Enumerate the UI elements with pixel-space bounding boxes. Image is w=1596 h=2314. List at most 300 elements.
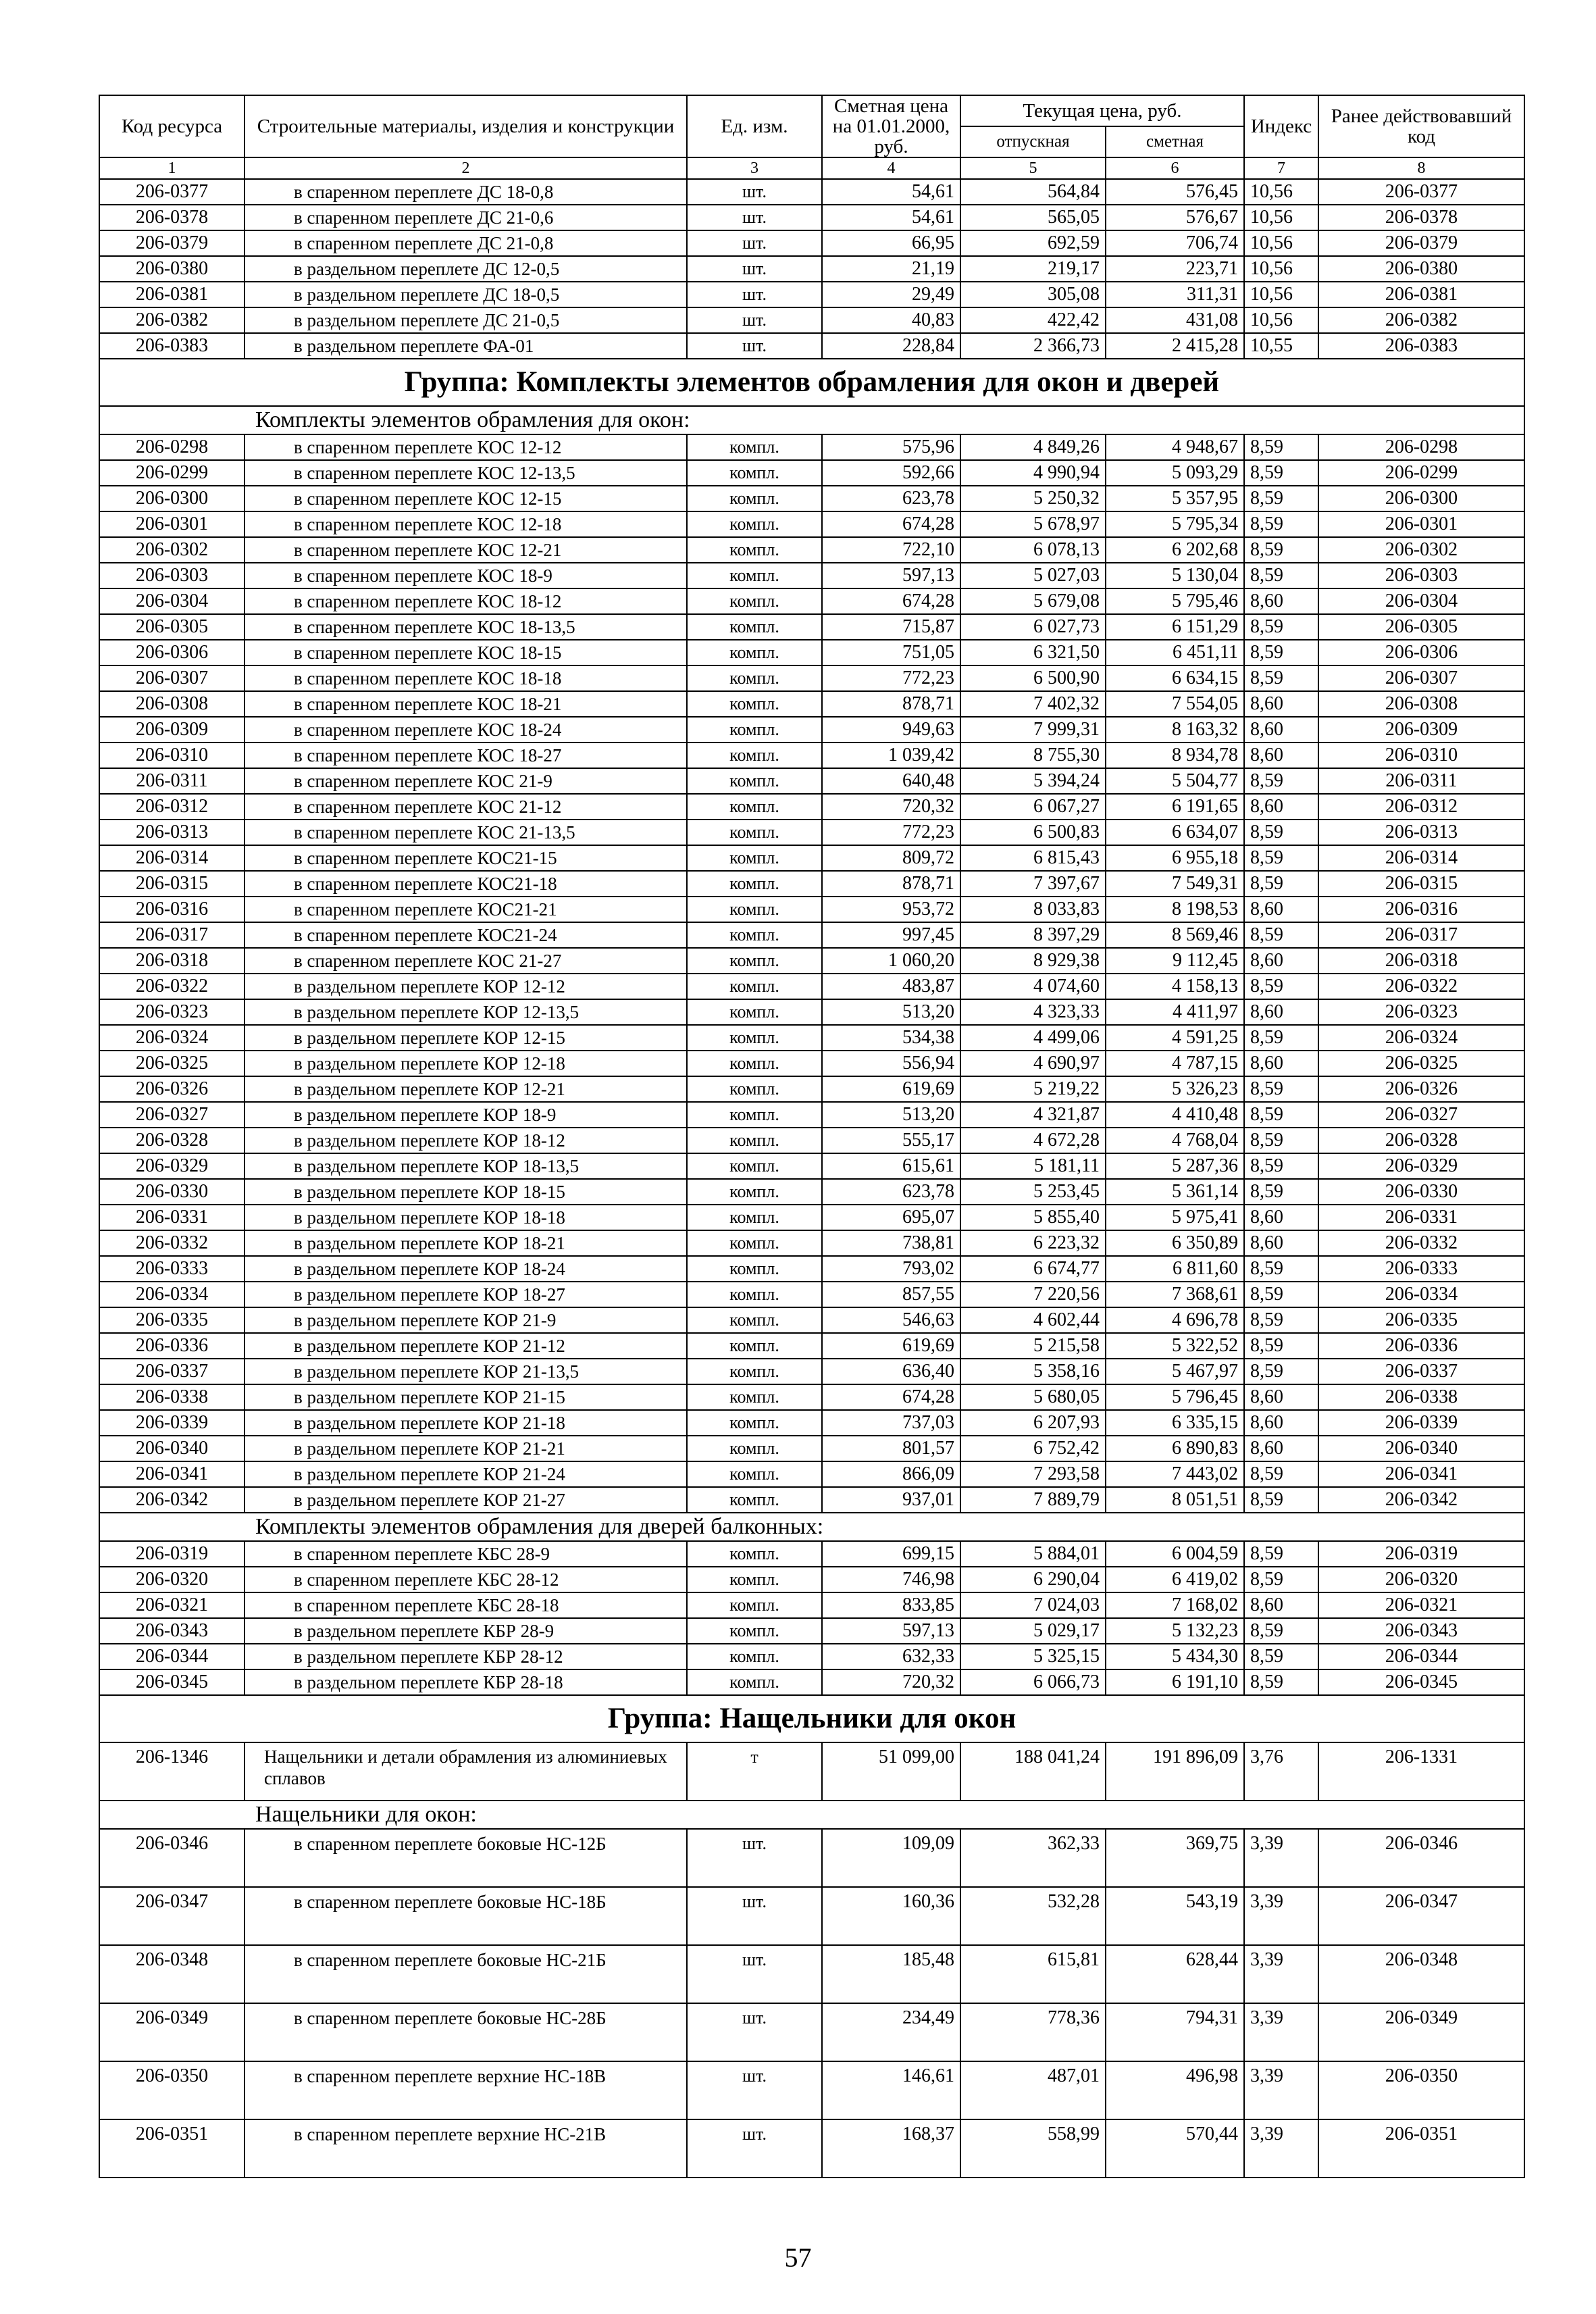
material-name: в спаренном переплете боковые НС-28Б	[244, 2003, 687, 2061]
estimate-price: 431,08	[1106, 307, 1244, 333]
material-name: в раздельном переплете КОР 21-21	[244, 1436, 687, 1461]
release-price: 4 499,06	[960, 1025, 1106, 1051]
table-row	[99, 743, 1524, 768]
release-price: 8 755,30	[960, 743, 1106, 768]
resource-code: 206-0313	[99, 820, 244, 845]
unit: шт.	[687, 2061, 822, 2119]
column-number: 5	[960, 157, 1106, 179]
material-name: в раздельном переплете КОР 18-15	[244, 1179, 687, 1205]
table-row	[99, 768, 1524, 794]
unit: шт.	[687, 282, 822, 307]
resource-code: 206-0383	[99, 333, 244, 359]
price-index: 8,60	[1244, 1592, 1318, 1618]
estimate-price: 4 948,67	[1106, 434, 1244, 460]
table-row	[99, 486, 1524, 511]
release-price: 5 253,45	[960, 1179, 1106, 1205]
unit: компл.	[687, 614, 822, 640]
unit: компл.	[687, 486, 822, 511]
table-row	[99, 1618, 1524, 1644]
estimate-price: 543,19	[1106, 1887, 1244, 1945]
table-row	[99, 434, 1524, 460]
table-row	[99, 1567, 1524, 1592]
resource-code: 206-0304	[99, 588, 244, 614]
base-price: 546,63	[822, 1307, 960, 1333]
estimate-price: 4 158,13	[1106, 974, 1244, 999]
material-name: в раздельном переплете КБР 28-18	[244, 1669, 687, 1695]
unit: шт.	[687, 230, 822, 256]
base-price: 513,20	[822, 1102, 960, 1128]
previous-code: 206-0307	[1318, 665, 1524, 691]
base-price: 715,87	[822, 614, 960, 640]
estimate-price: 5 287,36	[1106, 1153, 1244, 1179]
table-row	[99, 179, 1524, 205]
table-row	[99, 717, 1524, 743]
subgroup-heading-row	[99, 406, 1524, 434]
estimate-price: 628,44	[1106, 1945, 1244, 2003]
material-name: в раздельном переплете КОР 21-27	[244, 1487, 687, 1513]
material-name: в спаренном переплете КОС 12-15	[244, 486, 687, 511]
estimate-price: 6 811,60	[1106, 1256, 1244, 1282]
table-row	[99, 1436, 1524, 1461]
release-price: 2 366,73	[960, 333, 1106, 359]
release-price: 5 678,97	[960, 511, 1106, 537]
material-name: в спаренном переплете КОС 18-15	[244, 640, 687, 665]
previous-code: 206-0308	[1318, 691, 1524, 717]
previous-code: 206-0338	[1318, 1384, 1524, 1410]
table-row	[99, 1230, 1524, 1256]
base-price: 695,07	[822, 1205, 960, 1230]
resource-code: 206-0337	[99, 1359, 244, 1384]
material-name: в спаренном переплете КОС 21-13,5	[244, 820, 687, 845]
resource-code: 206-0382	[99, 307, 244, 333]
base-price: 29,49	[822, 282, 960, 307]
unit: шт.	[687, 2119, 822, 2178]
release-price: 422,42	[960, 307, 1106, 333]
previous-code: 206-0327	[1318, 1102, 1524, 1128]
table-row	[99, 999, 1524, 1025]
base-price: 160,36	[822, 1887, 960, 1945]
table-row	[99, 2061, 1524, 2119]
release-price: 4 074,60	[960, 974, 1106, 999]
table-row	[99, 665, 1524, 691]
previous-code: 206-0326	[1318, 1076, 1524, 1102]
estimate-price: 5 795,34	[1106, 511, 1244, 537]
price-index: 8,59	[1244, 1669, 1318, 1695]
material-name: в спаренном переплете КОС 21-12	[244, 794, 687, 820]
price-index: 8,59	[1244, 537, 1318, 563]
previous-code: 206-0333	[1318, 1256, 1524, 1282]
table-row	[99, 460, 1524, 486]
material-name: в раздельном переплете КОР 18-12	[244, 1128, 687, 1153]
base-price: 21,19	[822, 256, 960, 282]
release-price: 7 999,31	[960, 717, 1106, 743]
release-price: 6 674,77	[960, 1256, 1106, 1282]
previous-code: 206-0306	[1318, 640, 1524, 665]
price-index: 8,59	[1244, 460, 1318, 486]
estimate-price: 6 634,07	[1106, 820, 1244, 845]
table-row	[99, 2119, 1524, 2178]
unit: компл.	[687, 820, 822, 845]
unit: компл.	[687, 1567, 822, 1592]
base-price: 772,23	[822, 820, 960, 845]
estimate-price: 9 112,45	[1106, 948, 1244, 974]
resource-code: 206-0335	[99, 1307, 244, 1333]
release-price: 6 067,27	[960, 794, 1106, 820]
estimate-price: 5 467,97	[1106, 1359, 1244, 1384]
base-price: 801,57	[822, 1436, 960, 1461]
price-index: 8,59	[1244, 640, 1318, 665]
price-index: 8,60	[1244, 1384, 1318, 1410]
price-index: 3,39	[1244, 1945, 1318, 2003]
table-row	[99, 691, 1524, 717]
base-price: 793,02	[822, 1256, 960, 1282]
base-price: 772,23	[822, 665, 960, 691]
estimate-price: 223,71	[1106, 256, 1244, 282]
material-name: в раздельном переплете КБР 28-9	[244, 1618, 687, 1644]
table-row	[99, 511, 1524, 537]
table-row	[99, 1025, 1524, 1051]
estimate-price: 4 591,25	[1106, 1025, 1244, 1051]
header-estimate-price: сметная	[1106, 126, 1244, 157]
previous-code: 206-0331	[1318, 1205, 1524, 1230]
base-price: 949,63	[822, 717, 960, 743]
material-name: в раздельном переплете ДС 12-0,5	[244, 256, 687, 282]
resource-code: 206-0350	[99, 2061, 244, 2119]
previous-code: 206-0300	[1318, 486, 1524, 511]
previous-code: 206-0319	[1318, 1541, 1524, 1567]
material-name: в раздельном переплете КОР 21-12	[244, 1333, 687, 1359]
price-index: 8,60	[1244, 588, 1318, 614]
base-price: 720,32	[822, 1669, 960, 1695]
price-index: 8,60	[1244, 1436, 1318, 1461]
resource-code: 206-0318	[99, 948, 244, 974]
material-name: в спаренном переплете КОС21-24	[244, 922, 687, 948]
estimate-price: 8 198,53	[1106, 897, 1244, 922]
price-index: 8,59	[1244, 1282, 1318, 1307]
base-price: 619,69	[822, 1076, 960, 1102]
release-price: 8 929,38	[960, 948, 1106, 974]
release-price: 565,05	[960, 205, 1106, 230]
table-row	[99, 1945, 1524, 2003]
base-price: 597,13	[822, 1618, 960, 1644]
table-row	[99, 1644, 1524, 1669]
unit: компл.	[687, 1410, 822, 1436]
table-row	[99, 230, 1524, 256]
resource-code: 206-0348	[99, 1945, 244, 2003]
unit: компл.	[687, 640, 822, 665]
base-price: 555,17	[822, 1128, 960, 1153]
resource-code: 206-0309	[99, 717, 244, 743]
resource-code: 206-0334	[99, 1282, 244, 1307]
subgroup-heading: Нащельники для окон:	[99, 1801, 1524, 1829]
previous-code: 206-0299	[1318, 460, 1524, 486]
estimate-price: 8 051,51	[1106, 1487, 1244, 1513]
unit: шт.	[687, 1945, 822, 2003]
price-index: 10,56	[1244, 179, 1318, 205]
release-price: 5 029,17	[960, 1618, 1106, 1644]
resource-code: 206-0324	[99, 1025, 244, 1051]
base-price: 483,87	[822, 974, 960, 999]
material-name: в раздельном переплете КОР 12-18	[244, 1051, 687, 1076]
previous-code: 206-0315	[1318, 871, 1524, 897]
estimate-price: 7 168,02	[1106, 1592, 1244, 1618]
estimate-price: 5 326,23	[1106, 1076, 1244, 1102]
estimate-price: 5 434,30	[1106, 1644, 1244, 1669]
release-price: 305,08	[960, 282, 1106, 307]
header-index: Индекс	[1244, 95, 1318, 157]
base-price: 722,10	[822, 537, 960, 563]
previous-code: 206-0330	[1318, 1179, 1524, 1205]
estimate-price: 5 093,29	[1106, 460, 1244, 486]
release-price: 4 323,33	[960, 999, 1106, 1025]
unit: компл.	[687, 1076, 822, 1102]
unit: шт.	[687, 1829, 822, 1887]
price-index: 8,60	[1244, 1230, 1318, 1256]
resource-code: 206-0344	[99, 1644, 244, 1669]
release-price: 5 027,03	[960, 563, 1106, 588]
previous-code: 206-0343	[1318, 1618, 1524, 1644]
base-price: 575,96	[822, 434, 960, 460]
resource-code: 206-0345	[99, 1669, 244, 1695]
resource-code: 206-0340	[99, 1436, 244, 1461]
resource-code: 206-0380	[99, 256, 244, 282]
price-index: 3,39	[1244, 2061, 1318, 2119]
resource-code: 206-0347	[99, 1887, 244, 1945]
base-price: 878,71	[822, 871, 960, 897]
price-index: 8,60	[1244, 717, 1318, 743]
price-index: 8,59	[1244, 1541, 1318, 1567]
unit: компл.	[687, 948, 822, 974]
price-index: 8,59	[1244, 511, 1318, 537]
price-index: 8,59	[1244, 1487, 1318, 1513]
unit: компл.	[687, 460, 822, 486]
previous-code: 206-0318	[1318, 948, 1524, 974]
price-index: 3,76	[1244, 1742, 1318, 1801]
material-name: в спаренном переплете КОС 18-21	[244, 691, 687, 717]
previous-code: 206-0324	[1318, 1025, 1524, 1051]
base-price: 809,72	[822, 845, 960, 871]
unit: компл.	[687, 897, 822, 922]
estimate-price: 6 350,89	[1106, 1230, 1244, 1256]
base-price: 699,15	[822, 1541, 960, 1567]
release-price: 4 321,87	[960, 1102, 1106, 1128]
resource-code: 206-0300	[99, 486, 244, 511]
unit: шт.	[687, 256, 822, 282]
table-row	[99, 256, 1524, 282]
release-price: 6 500,90	[960, 665, 1106, 691]
material-name: в спаренном переплете КОС 12-21	[244, 537, 687, 563]
header-current-price: Текущая цена, руб.	[960, 95, 1244, 126]
unit: компл.	[687, 1051, 822, 1076]
table-row	[99, 1410, 1524, 1436]
unit: компл.	[687, 563, 822, 588]
material-name: в раздельном переплете ДС 18-0,5	[244, 282, 687, 307]
table-row	[99, 1153, 1524, 1179]
material-name: в спаренном переплете боковые НС-12Б	[244, 1829, 687, 1887]
unit: шт.	[687, 205, 822, 230]
estimate-price: 6 419,02	[1106, 1567, 1244, 1592]
unit: компл.	[687, 1541, 822, 1567]
estimate-price: 4 787,15	[1106, 1051, 1244, 1076]
unit: компл.	[687, 1333, 822, 1359]
group-heading: Группа: Нащельники для окон	[99, 1695, 1524, 1742]
release-price: 615,81	[960, 1945, 1106, 2003]
price-index: 10,56	[1244, 230, 1318, 256]
header-prev-code: Ранее действовавший код	[1318, 95, 1524, 157]
estimate-price: 706,74	[1106, 230, 1244, 256]
resource-code: 206-0329	[99, 1153, 244, 1179]
estimate-price: 6 202,68	[1106, 537, 1244, 563]
column-number: 2	[244, 157, 687, 179]
column-number: 8	[1318, 157, 1524, 179]
base-price: 623,78	[822, 486, 960, 511]
base-price: 1 039,42	[822, 743, 960, 768]
column-number: 4	[822, 157, 960, 179]
base-price: 833,85	[822, 1592, 960, 1618]
price-index: 8,59	[1244, 1128, 1318, 1153]
material-name: в раздельном переплете КОР 21-18	[244, 1410, 687, 1436]
material-name: в спаренном переплете КОС 18-18	[244, 665, 687, 691]
release-price: 188 041,24	[960, 1742, 1106, 1801]
table-row	[99, 1359, 1524, 1384]
table-row	[99, 1384, 1524, 1410]
unit: компл.	[687, 1128, 822, 1153]
material-name: в спаренном переплете КБС 28-9	[244, 1541, 687, 1567]
previous-code: 206-0350	[1318, 2061, 1524, 2119]
table-row	[99, 1887, 1524, 1945]
release-price: 7 402,32	[960, 691, 1106, 717]
price-index: 8,59	[1244, 1359, 1318, 1384]
resource-code: 206-0317	[99, 922, 244, 948]
table-row	[99, 1541, 1524, 1567]
unit: компл.	[687, 1384, 822, 1410]
unit: компл.	[687, 1592, 822, 1618]
release-price: 7 397,67	[960, 871, 1106, 897]
material-name: в спаренном переплете КОС 12-13,5	[244, 460, 687, 486]
resource-code: 206-0314	[99, 845, 244, 871]
estimate-price: 5 975,41	[1106, 1205, 1244, 1230]
material-name: в раздельном переплете КОР 12-21	[244, 1076, 687, 1102]
release-price: 5 884,01	[960, 1541, 1106, 1567]
header-code: Код ресурса	[99, 95, 244, 157]
base-price: 592,66	[822, 460, 960, 486]
header-unit: Ед. изм.	[687, 95, 822, 157]
unit: компл.	[687, 511, 822, 537]
estimate-price: 6 890,83	[1106, 1436, 1244, 1461]
previous-code: 206-0383	[1318, 333, 1524, 359]
previous-code: 206-0314	[1318, 845, 1524, 871]
release-price: 5 680,05	[960, 1384, 1106, 1410]
estimate-price: 4 768,04	[1106, 1128, 1244, 1153]
resource-code: 206-0322	[99, 974, 244, 999]
price-index: 10,56	[1244, 205, 1318, 230]
material-name: в спаренном переплете КОС 21-9	[244, 768, 687, 794]
table-row	[99, 1592, 1524, 1618]
previous-code: 206-0328	[1318, 1128, 1524, 1153]
resource-code: 206-0315	[99, 871, 244, 897]
price-index: 8,59	[1244, 1179, 1318, 1205]
estimate-price: 8 569,46	[1106, 922, 1244, 948]
previous-code: 206-0349	[1318, 2003, 1524, 2061]
table-row	[99, 1205, 1524, 1230]
release-price: 5 250,32	[960, 486, 1106, 511]
table-row	[99, 1829, 1524, 1887]
unit: шт.	[687, 179, 822, 205]
table-row	[99, 948, 1524, 974]
price-index: 10,56	[1244, 307, 1318, 333]
previous-code: 206-0309	[1318, 717, 1524, 743]
material-name: в раздельном переплете КОР 21-13,5	[244, 1359, 687, 1384]
unit: компл.	[687, 1025, 822, 1051]
price-index: 8,59	[1244, 434, 1318, 460]
unit: компл.	[687, 1669, 822, 1695]
release-price: 6 078,13	[960, 537, 1106, 563]
estimate-price: 5 796,45	[1106, 1384, 1244, 1410]
header-name: Строительные материалы, изделия и конструкции	[244, 95, 687, 157]
estimate-price: 5 504,77	[1106, 768, 1244, 794]
resource-code: 206-0321	[99, 1592, 244, 1618]
estimate-price: 5 130,04	[1106, 563, 1244, 588]
resource-code: 206-0349	[99, 2003, 244, 2061]
unit: компл.	[687, 743, 822, 768]
base-price: 640,48	[822, 768, 960, 794]
material-name: в спаренном переплете ДС 18-0,8	[244, 179, 687, 205]
material-name: в раздельном переплете КБР 28-12	[244, 1644, 687, 1669]
unit: компл.	[687, 794, 822, 820]
previous-code: 206-0341	[1318, 1461, 1524, 1487]
unit: шт.	[687, 333, 822, 359]
group-heading-row	[99, 359, 1524, 406]
material-name: в спаренном переплете КОС 12-18	[244, 511, 687, 537]
unit: компл.	[687, 1153, 822, 1179]
base-price: 997,45	[822, 922, 960, 948]
material-name: в раздельном переплете ДС 21-0,5	[244, 307, 687, 333]
table-row	[99, 282, 1524, 307]
base-price: 615,61	[822, 1153, 960, 1179]
estimate-price: 6 191,65	[1106, 794, 1244, 820]
previous-code: 206-0377	[1318, 179, 1524, 205]
page-number: 57	[784, 2242, 812, 2273]
unit: компл.	[687, 922, 822, 948]
price-table	[99, 95, 1525, 2178]
estimate-price: 5 361,14	[1106, 1179, 1244, 1205]
table-row	[99, 1461, 1524, 1487]
material-name: в спаренном переплете КОС21-21	[244, 897, 687, 922]
previous-code: 206-0301	[1318, 511, 1524, 537]
estimate-price: 6 634,15	[1106, 665, 1244, 691]
unit: компл.	[687, 1461, 822, 1487]
material-name: в раздельном переплете КОР 18-9	[244, 1102, 687, 1128]
previous-code: 206-0335	[1318, 1307, 1524, 1333]
resource-code: 206-0332	[99, 1230, 244, 1256]
table-row	[99, 563, 1524, 588]
table-row	[99, 1282, 1524, 1307]
base-price: 878,71	[822, 691, 960, 717]
base-price: 556,94	[822, 1051, 960, 1076]
release-price: 558,99	[960, 2119, 1106, 2178]
release-price: 5 679,08	[960, 588, 1106, 614]
subgroup-heading-row	[99, 1513, 1524, 1541]
table-row	[99, 1076, 1524, 1102]
resource-code: 206-0323	[99, 999, 244, 1025]
release-price: 5 855,40	[960, 1205, 1106, 1230]
resource-code: 206-0327	[99, 1102, 244, 1128]
base-price: 66,95	[822, 230, 960, 256]
release-price: 219,17	[960, 256, 1106, 282]
material-name: в раздельном переплете КОР 12-13,5	[244, 999, 687, 1025]
unit: компл.	[687, 1179, 822, 1205]
base-price: 623,78	[822, 1179, 960, 1205]
